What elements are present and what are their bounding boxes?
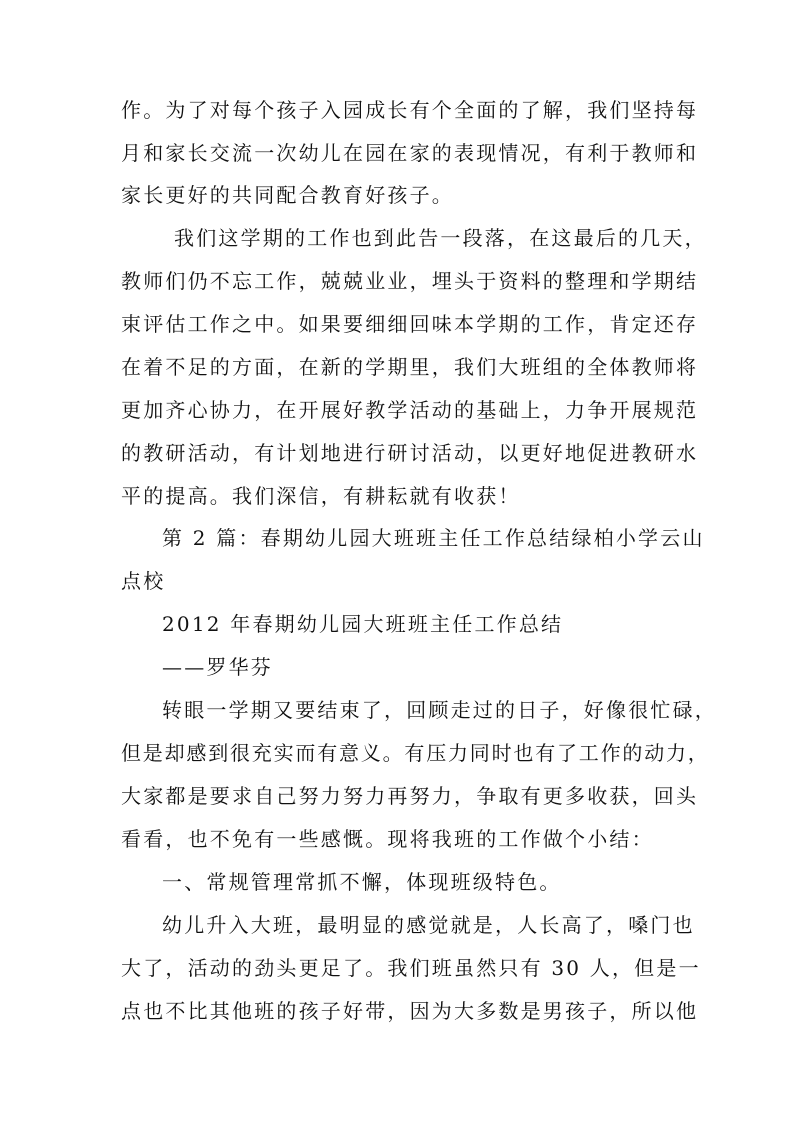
body-text-line: 大家都是要求自己努力努力再努力，争取有更多收获，回头 bbox=[121, 784, 699, 808]
body-text-line: 幼儿升入大班，最明显的感觉就是，人长高了，嗓门也 bbox=[162, 913, 695, 937]
body-text-line: 作。为了对每个孩子入园成长有个全面的了解，我们坚持每 bbox=[121, 98, 699, 122]
body-text-line: 转眼一学期又要结束了，回顾走过的日子，好像很忙碌， bbox=[162, 698, 717, 722]
body-text-line: 教师们仍不忘工作，兢兢业业，埋头于资料的整理和学期结 bbox=[121, 269, 699, 293]
body-text-line: 看看，也不免有一些感慨。现将我班的工作做个小结： bbox=[121, 827, 654, 851]
body-text-line: 家长更好的共同配合教育好孩子。 bbox=[121, 183, 454, 207]
body-text-line: 但是却感到很充实而有意义。有压力同时也有了工作的动力， bbox=[121, 741, 710, 765]
body-text-line: 月和家长交流一次幼儿在园在家的表现情况，有利于教师和 bbox=[121, 141, 699, 165]
section-heading: 点校 bbox=[121, 569, 166, 593]
body-text-line: 的教研活动，有计划地进行研讨活动，以更好地促进教研水 bbox=[121, 441, 699, 465]
body-text-line: 平的提高。我们深信，有耕耘就有收获！ bbox=[121, 484, 521, 508]
body-text-line: 束评估工作之中。如果要细细回味本学期的工作，肯定还存 bbox=[121, 312, 699, 336]
subsection-heading: 一、常规管理常抓不懈，体现班级特色。 bbox=[162, 870, 562, 894]
body-text-line: 我们这学期的工作也到此告一段落，在这最后的几天， bbox=[174, 226, 707, 250]
article-title: 2012 年春期幼儿园大班班主任工作总结 bbox=[162, 612, 564, 636]
section-heading: 第 2 篇：春期幼儿园大班班主任工作总结绿柏小学云山 bbox=[162, 526, 705, 550]
body-text-line: 大了，活动的劲头更足了。我们班虽然只有 30 人，但是一 bbox=[121, 956, 701, 980]
article-author: ——罗华芬 bbox=[162, 655, 273, 679]
body-text-line: 在着不足的方面，在新的学期里，我们大班组的全体教师将 bbox=[121, 355, 699, 379]
body-text-line: 更加齐心协力，在开展好教学活动的基础上，力争开展规范 bbox=[121, 398, 699, 422]
body-text-line: 点也不比其他班的孩子好带，因为大多数是男孩子，所以他 bbox=[121, 999, 699, 1023]
